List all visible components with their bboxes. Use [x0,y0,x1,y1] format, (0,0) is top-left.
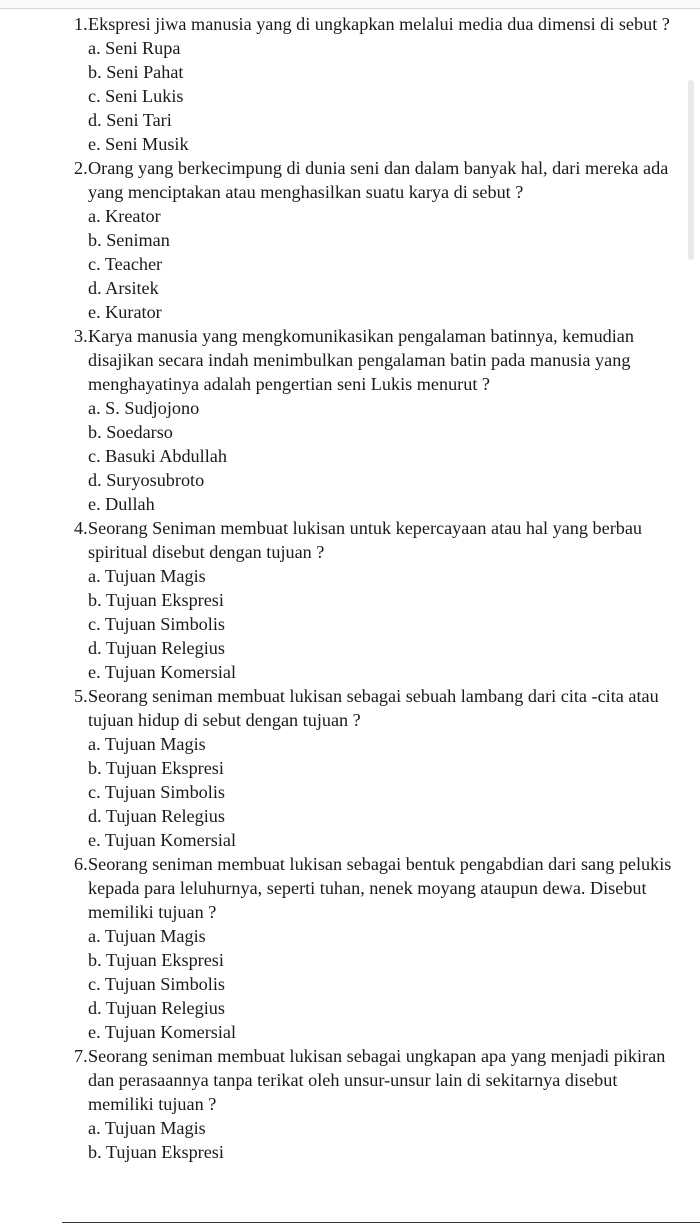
option-a: a. S. Sudjojono [88,398,200,418]
question-4 [74,516,674,684]
option-c: c. Tujuan Simbolis [88,974,225,994]
question-text: Seorang seniman membuat lukisan sebagai sebuah lambang dari cita -cita atau tujuan hidup di sebut dengan tujuan ? [88,686,659,730]
option-d: d. Arsitek [88,278,159,298]
option-b: b. Tujuan Ekspresi [88,758,224,778]
option-d: d. Seni Tari [88,110,172,130]
option-e: e. Kurator [88,302,162,322]
question-text: Ekspresi jiwa manusia yang di ungkapkan melalui media dua dimensi di sebut ? [88,14,670,34]
option-a: a. Seni Rupa [88,38,181,58]
question-number: 3. [74,326,88,346]
question-number: 6. [74,854,88,874]
option-a: a. Kreator [88,206,161,226]
question-3 [74,324,674,516]
option-a: a. Tujuan Magis [88,926,206,946]
option-d: d. Tujuan Relegius [88,806,225,826]
option-a: a. Tujuan Magis [88,734,206,754]
option-a: a. Tujuan Magis [88,566,206,586]
option-b: b. Seni Pahat [88,62,184,82]
option-b: b. Seniman [88,230,170,250]
question-document [74,12,674,1164]
option-b: b. Tujuan Ekspresi [88,950,224,970]
question-text: Orang yang berkecimpung di dunia seni dan dalam banyak hal, dari mereka ada yang menciptakan atau menghasilkan suatu karya di sebut ? [88,158,669,202]
option-e: e. Tujuan Komersial [88,830,237,850]
question-1 [74,12,674,156]
question-number: 7. [74,1046,88,1066]
option-b: b. Soedarso [88,422,173,442]
option-e: e. Tujuan Komersial [88,662,237,682]
option-e: e. Tujuan Komersial [88,1022,237,1042]
option-c: c. Seni Lukis [88,86,184,106]
question-text: Seorang Seniman membuat lukisan untuk kepercayaan atau hal yang berbau spiritual disebut dengan tujuan ? [88,518,643,562]
option-b: b. Tujuan Ekspresi [88,590,224,610]
option-c: c. Basuki Abdullah [88,446,227,466]
question-number: 2. [74,158,88,178]
option-c: c. Tujuan Simbolis [88,614,225,634]
question-text: Seorang seniman membuat lukisan sebagai ungkapan apa yang menjadi pikiran dan perasaannya tanpa terikat oleh unsur-unsur lain di sekitarnya disebut memiliki tujuan ? [88,1046,666,1114]
question-6 [74,852,674,1044]
question-number: 5. [74,686,88,706]
option-a: a. Tujuan Magis [88,1118,206,1138]
question-7 [74,1044,674,1164]
question-text: Karya manusia yang mengkomunikasikan pengalaman batinnya, kemudian disajikan secara indah menimbulkan pengalaman batin pada manusia yang menghayatinya adalah pengertian seni Lukis menurut ? [88,326,634,394]
option-d: d. Tujuan Relegius [88,638,225,658]
top-divider [0,0,700,9]
option-d: d. Tujuan Relegius [88,998,225,1018]
option-e: e. Seni Musik [88,134,189,154]
question-number: 4. [74,518,88,538]
option-d: d. Suryosubroto [88,470,205,490]
option-e: e. Dullah [88,494,155,514]
option-b: b. Tujuan Ekspresi [88,1142,224,1162]
question-text: Seorang seniman membuat lukisan sebagai bentuk pengabdian dari sang pelukis kepada para leluhurnya, seperti tuhan, nenek moyang ataupun dewa. Disebut memiliki tujuan ? [88,854,672,922]
option-c: c. Tujuan Simbolis [88,782,225,802]
question-number: 1. [74,14,88,34]
option-c: c. Teacher [88,254,163,274]
scrollbar[interactable] [688,80,694,260]
question-5 [74,684,674,852]
question-2 [74,156,674,324]
